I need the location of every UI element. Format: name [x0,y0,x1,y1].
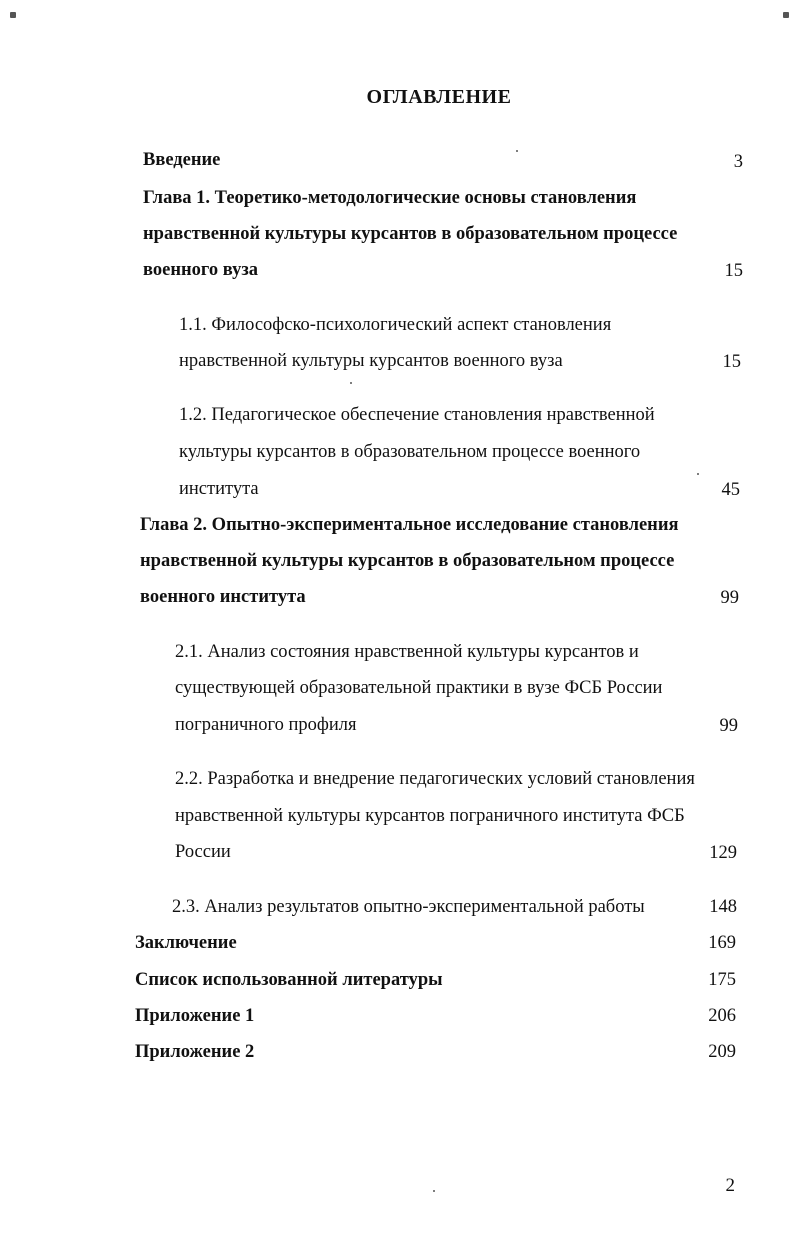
toc-chapter2-page: 99 [720,588,739,608]
toc-section1-1-line1: 1.1. Философско-психологический аспект становления [179,315,612,335]
toc-chapter2-line3: военного института [140,587,306,607]
scan-speck [433,1190,435,1192]
toc-section2-3-label: 2.3. Анализ результатов опытно-экспериментальной работы [172,897,645,917]
toc-section2-1-line3: пограничного профиля [175,715,357,735]
toc-chapter1-line3: военного вуза [143,260,259,280]
toc-chapter1-line2: нравственной культуры курсантов в образовательном процессе [143,224,678,244]
toc-chapter1-line1: Глава 1. Теоретико-методологические основы становления [143,188,637,208]
toc-chapter2-line1: Глава 2. Опытно-экспериментальное исследование становления [140,515,679,535]
toc-entry-intro-label: Введение [143,150,221,170]
toc-section1-1-line2: нравственной культуры курсантов военного вуза [179,351,563,371]
scan-speck [697,473,699,475]
toc-section2-2-line2: нравственной культуры курсантов пограничного института ФСБ [175,806,685,826]
toc-section2-1-line2: существующей образовательной практики в вузе ФСБ России [175,678,663,698]
toc-chapter2-line2: нравственной культуры курсантов в образовательном процессе [140,551,675,571]
toc-conclusion-page: 169 [708,933,736,953]
toc-section1-1-page: 15 [722,352,741,372]
toc-section2-1-line1: 2.1. Анализ состояния нравственной культуры курсантов и [175,642,639,662]
toc-appendix2-page: 209 [708,1042,736,1062]
toc-section1-2-line3: института [179,479,259,499]
toc-section1-2-page: 45 [721,480,740,500]
toc-chapter1-page: 15 [724,261,743,281]
toc-appendix1-page: 206 [708,1006,736,1026]
toc-section2-2-line3: России [175,842,231,862]
scan-speck [10,12,16,18]
toc-section2-1-page: 99 [719,716,738,736]
page-number: 2 [725,1175,735,1196]
toc-references-page: 175 [708,970,736,990]
toc-section1-2-line2: культуры курсантов в образовательном процессе военного [179,442,641,462]
toc-section2-2-line1: 2.2. Разработка и внедрение педагогических условий становления [175,769,695,789]
toc-appendix1-label: Приложение 1 [135,1006,255,1026]
toc-entry-intro-page: 3 [733,152,743,172]
scan-speck [783,12,789,18]
toc-appendix2-label: Приложение 2 [135,1042,255,1062]
page-title: ОГЛАВЛЕНИЕ [366,86,512,108]
toc-section1-2-line1: 1.2. Педагогическое обеспечение становления нравственной [179,405,655,425]
scan-speck [516,150,518,152]
toc-conclusion-label: Заключение [135,933,237,953]
toc-section2-3-page: 148 [709,897,737,917]
scan-speck [350,382,352,384]
toc-references-label: Список использованной литературы [135,970,443,990]
toc-section2-2-page: 129 [709,843,737,863]
